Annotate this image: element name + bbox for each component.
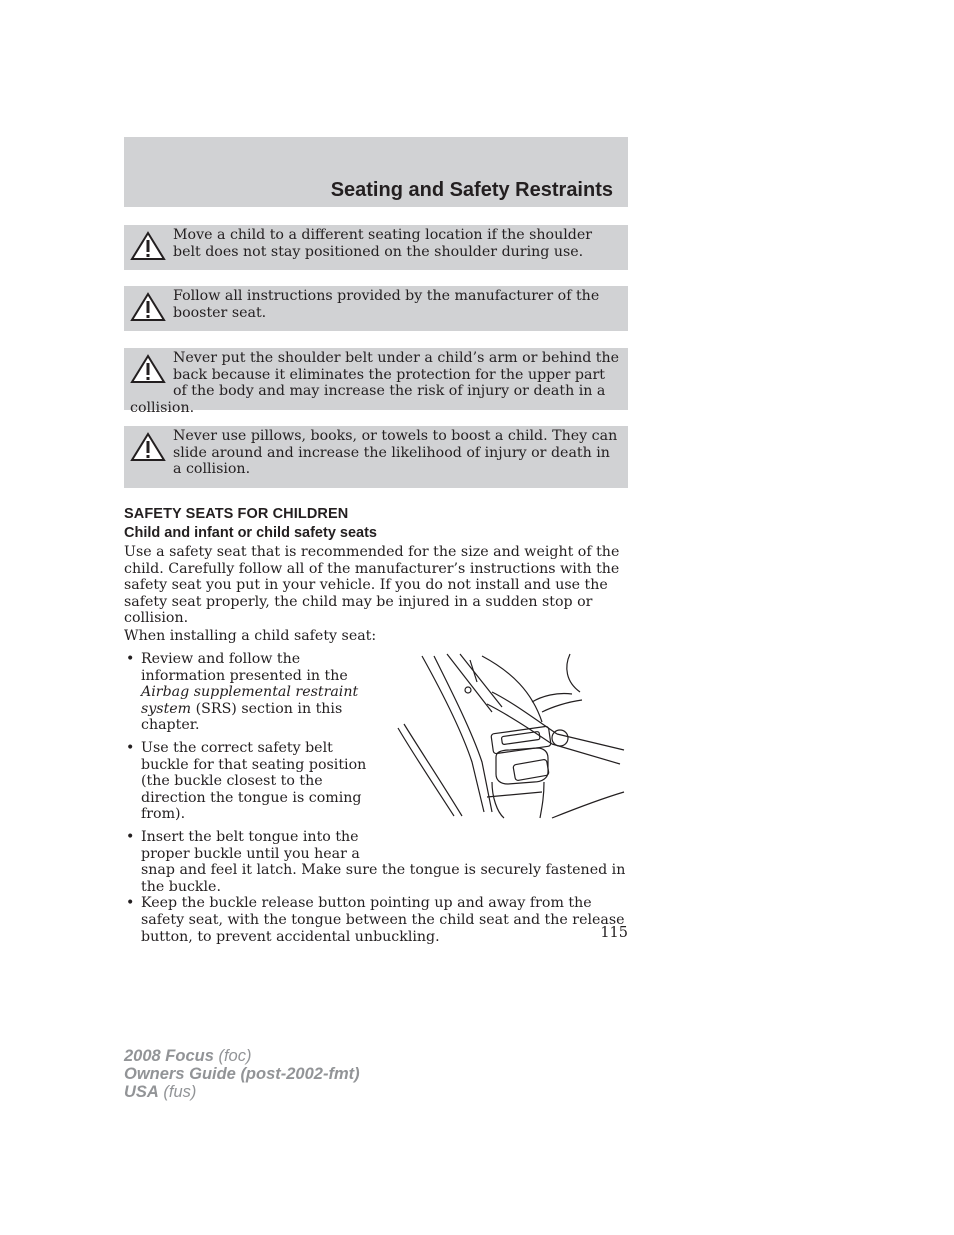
warning-text: Follow all instructions provided by the manufacturer of the booster seat. (173, 288, 600, 321)
list-item: • Keep the buckle release button pointing up and away from the safety seat, with the tongue between the child seat and the release button, to prevent accidental unbuckling. (124, 895, 630, 945)
warning-triangle-icon (130, 432, 166, 462)
warning-box-3 (124, 348, 628, 416)
lead-in-text: When installing a child safety seat: (124, 628, 377, 644)
intro-paragraph: Use a safety seat that is recommended for the size and weight of the child. Carefully follow all of the manufacturer’s instructions with the safety seat you put in your vehicle. If you do not install and use the safety seat properly, the child may be injured in a sudden stop or collision. (124, 544, 620, 627)
warning-text: Never use pillows, books, or towels to boost a child. They can slide around and increase the likelihood of injury or death in a collision. (173, 428, 618, 478)
warning-box-2 (124, 286, 628, 331)
warning-text: Move a child to a different seating location if the shoulder belt does not stay positioned on the shoulder during use. (173, 227, 593, 260)
warning-box-4 (124, 426, 628, 488)
warning-box-1 (124, 225, 628, 270)
list-item: • Use the correct safety belt buckle for that seating position (the buckle closest to the direction the tongue is coming from). (124, 740, 381, 823)
list-item: • Insert the belt tongue into the proper buckle until you hear a snap and feel it latch. Make sure the tongue is securely fastened in the buckle. (124, 829, 630, 895)
section-heading: SAFETY SEATS FOR CHILDREN (124, 506, 349, 522)
page-number: 115 (600, 925, 628, 941)
document-footer: 2008 Focus (foc) Owners Guide (post-2002-fmt) USA (fus) (124, 1047, 360, 1101)
list-item: • Review and follow the information presented in the Airbag supplemental restraint system (SRS) section in this chapter. (124, 651, 381, 734)
section-subheading: Child and infant or child safety seats (124, 525, 377, 541)
header-band (124, 137, 628, 207)
section-title: Seating and Safety Restraints (330, 179, 613, 201)
warning-text: Never put the shoulder belt under a child’s arm or behind the back because it eliminates the protection for the upper part of the body and may increase the risk of injury or death in a collision. (130, 350, 620, 416)
warning-triangle-icon (130, 292, 166, 322)
warning-triangle-icon (130, 354, 166, 384)
warning-triangle-icon (130, 231, 166, 261)
seat-belt-buckle-illustration (392, 652, 628, 820)
